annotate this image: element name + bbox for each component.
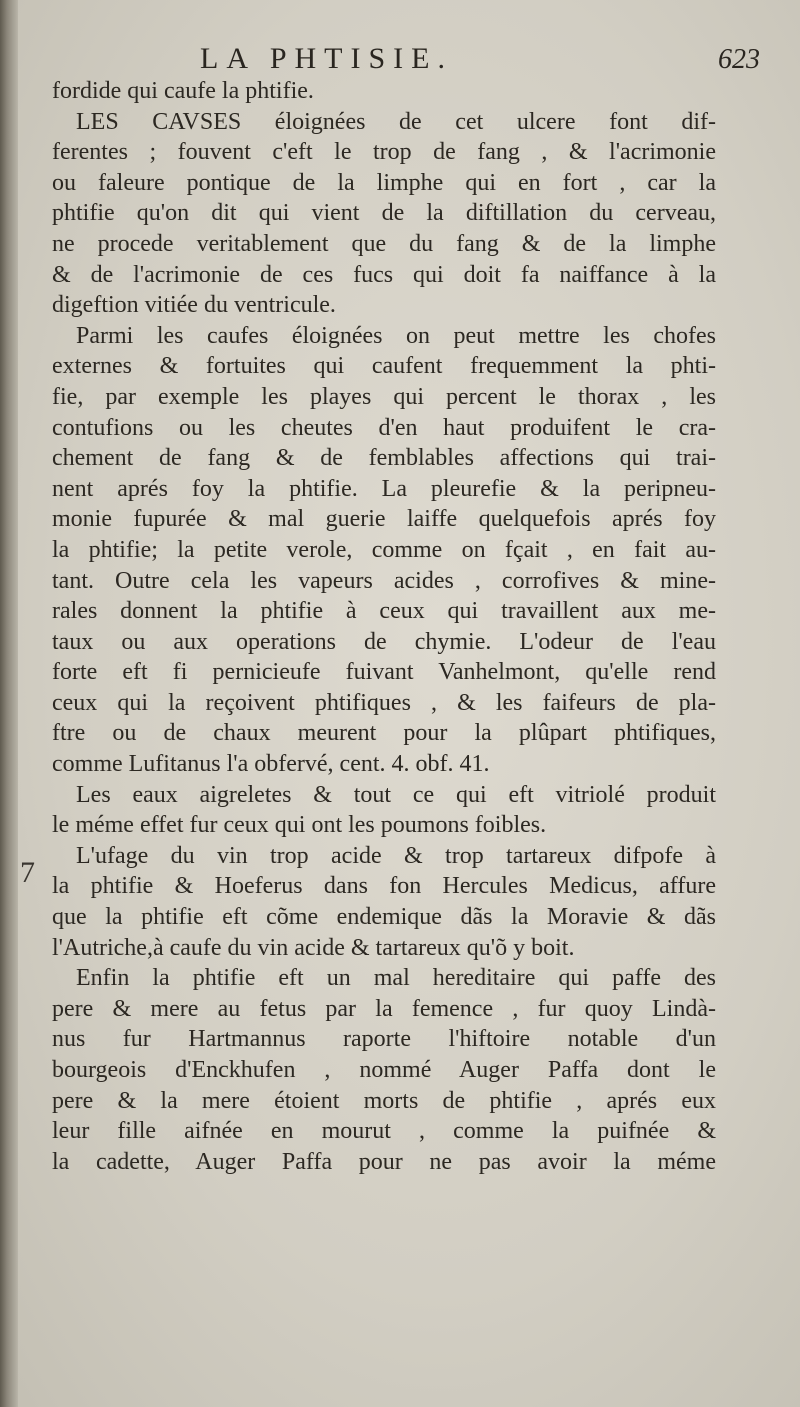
text-line: contufions ou les cheutes d'en haut produifent le cra-: [52, 414, 716, 441]
text-line: forte eft fi pernicieufe fuivant Vanhelmont, qu'elle rend: [52, 659, 716, 686]
text-line: l'Autriche,à caufe du vin acide & tartareux qu'õ y boit.: [52, 934, 575, 961]
text-line: Parmi les caufes éloignées on peut mettre les chofes: [76, 322, 716, 349]
text-line: fordide qui caufe la phtifie.: [52, 78, 314, 104]
text-line: & de l'acrimonie de ces fucs qui doit fa naiffance à la: [52, 261, 716, 288]
text-line: ou faleure pontique de la limphe qui en fort , car la: [52, 169, 716, 196]
text-line: la phtifie; la petite verole, comme on fçait , en fait au-: [52, 536, 716, 563]
text-line: phtifie qu'on dit qui vient de la diftillation du cerveau,: [52, 200, 716, 227]
text-line: rales donnent la phtifie à ceux qui travaillent aux me-: [52, 598, 716, 625]
text-line: la phtifie & Hoeferus dans fon Hercules Medicus, affure: [52, 873, 716, 900]
page-number: 623: [718, 44, 760, 75]
text-line: Enfin la phtifie eft un mal hereditaire qui paffe des: [76, 965, 716, 992]
text-line: pere & mere au fetus par la femence , fur quoy Lindà-: [52, 995, 716, 1022]
text-line: Les eaux aigreletes & tout ce qui eft vitriolé produit: [76, 781, 716, 808]
text-line: digeftion vitiée du ventricule.: [52, 292, 336, 319]
text-line: L'ufage du vin trop acide & trop tartareux difpofe à: [76, 842, 716, 869]
text-line: leur fille aifnée en mourut , comme la puifnée &: [52, 1118, 716, 1145]
text-line: monie fupurée & mal guerie laiffe quelquefois aprés foy: [52, 506, 716, 533]
text-line: ceux qui la reçoivent phtifiques , & les faifeurs de pla-: [52, 689, 716, 716]
text-line: ftre ou de chaux meurent pour la plûpart phtifiques,: [52, 720, 716, 747]
text-line: la cadette, Auger Paffa pour ne pas avoir la méme: [52, 1148, 716, 1175]
text-line: externes & fortuites qui caufent frequemment la phti-: [52, 353, 716, 380]
body-text: [52, 76, 716, 1177]
text-line: bourgeois d'Enckhufen , nommé Auger Paffa dont le: [52, 1057, 716, 1083]
text-line: chement de fang & de femblables affections qui trai-: [52, 445, 716, 472]
text-line: comme Lufitanus l'a obfervé, cent. 4. obf. 41.: [52, 751, 490, 778]
text-line: que la phtifie eft cõme endemique dãs la Moravie & dãs: [52, 904, 716, 931]
margin-mark: 7: [20, 856, 35, 889]
running-title: LA PHTISIE.: [200, 42, 453, 75]
text-line: tant. Outre cela les vapeurs acides , corrofives & mine-: [52, 567, 716, 594]
text-line: fie, par exemple les playes qui percent le thorax , les: [52, 383, 716, 410]
text-line: LES CAVSES éloignées de cet ulcere font dif-: [76, 108, 716, 135]
text-line: le méme effet fur ceux qui ont les poumons foibles.: [52, 812, 547, 839]
text-line: ne procede veritablement que du fang & de la limphe: [52, 230, 716, 257]
text-line: nus fur Hartmannus raporte l'hiftoire notable d'un: [52, 1026, 716, 1053]
text-line: nent aprés foy la phtifie. La pleurefie & la peripneu-: [52, 475, 716, 502]
text-line: pere & la mere étoient morts de phtifie , aprés eux: [52, 1087, 716, 1114]
text-line: taux ou aux operations de chymie. L'odeur de l'eau: [52, 628, 716, 655]
page-binding-shadow: [0, 0, 18, 1407]
text-line: ferentes ; fouvent c'eft le trop de fang , & l'acrimonie: [52, 139, 716, 166]
